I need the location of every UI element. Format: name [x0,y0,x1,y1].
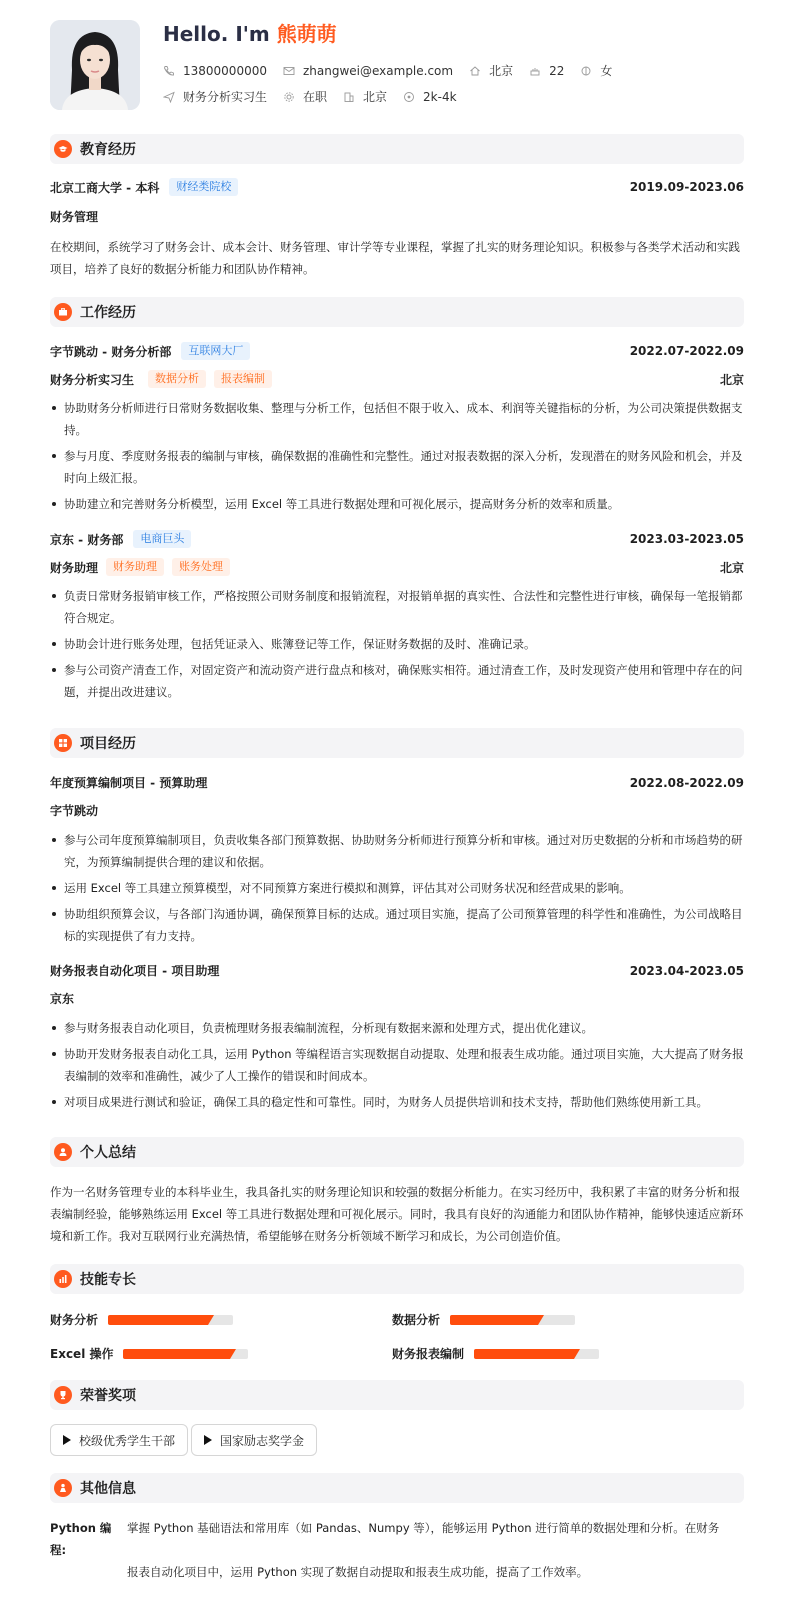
other-info-text-line1: 掌握 Python 基础语法和常用库（如 Pandas、Numpy 等），能够运用 Python 进行简单的数据处理和分析。在财务 [127,1521,720,1535]
email-info [283,64,453,78]
list-item: 协助财务分析师进行日常财务数据收集、整理与分析工作，包括但不限于收入、成本、利润等关键指标的分析，为公司决策提供数据支持。 [50,397,744,441]
project-name: 财务报表自动化项目 - 项目助理 [50,964,220,978]
section-header [50,1380,744,1410]
mail-icon [283,65,295,77]
section-title: 荣誉奖项 [80,1388,136,1404]
phone-text: 13800000000 [183,63,267,78]
chart-bar-icon [54,1270,72,1288]
honor-label: 国家励志奖学金 [220,1433,305,1448]
status-info [283,88,327,105]
section-title: 教育经历 [80,142,136,158]
skill-item [392,1311,575,1328]
skill-item [50,1311,233,1328]
section-title: 工作经历 [80,305,136,321]
major: 财务管理 [50,210,99,224]
education-description: 在校期间，系统学习了财务会计、成本会计、财务管理、审计学等专业课程，掌握了扎实的财务理论知识。积极参与各类学术活动和实践项目，培养了良好的数据分析能力和团队协作精神。 [50,240,740,276]
list-item: 负责日常财务报销审核工作，严格按照公司财务制度和报销流程，对报销单据的真实性、合法性和完整性进行审核，确保每一笔报销都符合规定。 [50,585,744,629]
major-row [50,208,744,225]
avatar [50,20,140,110]
cake-icon [529,65,541,77]
skill-name: Excel 操作 [50,1347,114,1361]
gear-icon [283,91,295,103]
job-role: 财务助理 [50,560,99,575]
city-info [469,62,513,79]
user-icon [54,1143,72,1161]
list-item: 参与财务报表自动化项目，负责梳理财务报表编制流程，分析现有数据来源和处理方式，提出优化建议。 [50,1017,744,1039]
other-info-text-line2: 报表自动化项目中，运用 Python 实现了数据自动提取和报表生成功能，提高了工作效率。 [127,1565,589,1579]
project-header [50,962,744,979]
skill-level-fill [450,1315,538,1325]
list-item: 参与月度、季度财务报表的编制与审核，确保数据的准确性和完整性。通过对报表数据的深入分析，发现潜在的财务风险和机会，并及时向上级汇报。 [50,445,744,489]
list-item: 协助组织预算会议，与各部门沟通协调，确保预算目标的达成。通过项目实施，提高了公司预算管理的科学性和准确性，为公司战略目标的实现提供了有力支持。 [50,903,744,947]
building-icon [343,91,355,103]
project-name: 年度预算编制项目 - 预算助理 [50,776,208,790]
position-info [163,88,267,105]
job-location: 北京 [719,560,744,575]
project-org-row [50,990,744,1007]
project-date: 2022.08-2022.09 [629,775,744,790]
skill-item [50,1345,248,1362]
project-bullets [50,1017,744,1117]
education-section [50,134,744,276]
contact-row [163,62,628,79]
skill-item [392,1345,599,1362]
skills-section [50,1264,744,1361]
section-header [50,297,744,327]
summary-text: 作为一名财务管理专业的本科毕业生，我具备扎实的财务理论知识和较强的数据分析能力。在实习经历中，我积累了丰富的财务分析和报表编制经验，能够熟练运用 Excel 等工具进行数据处理和可视化展示。同时，我具有良好的沟通能力和团队协作精神，能够快速适应新环境和新工作。我对互联网行业充满热情，希望能够在财务分析领域不断学习和成长，为公司创造价值。 [50,1185,744,1243]
section-header [50,1264,744,1294]
skill-level-fill [474,1349,574,1359]
job-header [50,530,744,548]
section-title: 其他信息 [80,1481,136,1497]
work-section [50,297,744,699]
coin-icon [403,91,415,103]
project-org-row [50,802,744,819]
list-item: 参与公司年度预算编制项目，负责收集各部门预算数据、协助财务分析师进行预算分析和审核。通过对历史数据的分析和市场趋势的研究，为预算编制提供合理的建议和依据。 [50,829,744,873]
other-section [50,1473,744,1579]
briefcase-icon [54,303,72,321]
candidate-name: 熊萌萌 [276,22,337,46]
honor-label: 校级优秀学生干部 [79,1433,176,1448]
resume-header [50,20,744,112]
trophy-icon [54,1386,72,1404]
honor-item [50,1424,188,1456]
job-bullets [50,585,744,707]
skill-tag: 账务处理 [172,558,230,576]
job-intent-row [163,88,473,105]
work-city-text: 北京 [363,90,388,104]
project-org: 字节跳动 [50,804,99,818]
age-info [529,64,564,78]
job-date: 2023.03-2023.05 [629,532,744,546]
other-info-item [50,1517,744,1583]
skill-tag: 数据分析 [148,370,206,388]
job-role-row [50,558,744,576]
person-info-icon [54,1479,72,1497]
project-bullets [50,829,744,951]
company-name: 字节跳动 - 财务分析部 [50,344,172,359]
city-text: 北京 [489,64,514,78]
graduation-cap-icon [54,140,72,158]
job-location: 北京 [719,372,744,387]
job-role: 财务分析实习生 [50,372,135,387]
project-header [50,774,744,791]
job-header [50,342,744,360]
skill-tag: 报表编制 [214,370,272,388]
gender-icon [580,65,592,77]
list-item: 参与公司资产清查工作，对固定资产和流动资产进行盘点和核对，确保账实相符。通过清查工作，及时发现资产使用和管理中存在的问题，并提出改进建议。 [50,659,744,703]
skill-level-bar [123,1349,248,1359]
age-text: 22 [549,63,565,78]
section-header [50,1137,744,1167]
job-date: 2022.07-2022.09 [629,344,744,358]
section-header [50,728,744,758]
section-title: 项目经历 [80,736,136,752]
section-title: 技能专长 [80,1272,136,1288]
honor-item [191,1424,317,1456]
gender-info [580,62,612,79]
project-date: 2023.04-2023.05 [629,963,744,978]
greeting-text: Hello. I'm [163,22,270,46]
avatar-portrait-image [50,20,140,110]
education-row [50,178,744,196]
project-org: 京东 [50,992,75,1006]
send-icon [163,91,175,103]
list-item: 对项目成果进行测试和验证，确保工具的稳定性和可靠性。同时，为财务人员提供培训和技术支持，帮助他们熟练使用新工具。 [50,1091,744,1113]
section-title: 个人总结 [80,1145,136,1161]
skill-name: 财务报表编制 [392,1347,465,1361]
company-name: 京东 - 财务部 [50,532,124,547]
list-item: 协助会计进行账务处理，包括凭证录入、账簿登记等工作，保证财务数据的及时、准确记录。 [50,633,744,655]
skill-name: 数据分析 [392,1313,441,1327]
gender-text: 女 [600,64,613,78]
company-tag: 电商巨头 [133,530,191,548]
skill-level-bar [450,1315,575,1325]
education-date: 2019.09-2023.06 [629,180,744,194]
skill-name: 财务分析 [50,1313,99,1327]
play-triangle-icon [63,1435,71,1445]
phone-info [163,64,267,78]
grid-icon [54,734,72,752]
company-tag: 互联网大厂 [181,342,250,360]
home-icon [469,65,481,77]
list-item: 协助建立和完善财务分析模型，运用 Excel 等工具进行数据处理和可视化展示，提高财务分析的效率和质量。 [50,493,744,515]
status-text: 在职 [303,90,328,104]
salary-info [403,90,457,104]
skill-tag: 财务助理 [106,558,164,576]
job-role-row [50,370,744,388]
skill-level-bar [108,1315,233,1325]
school-tag: 财经类院校 [169,178,238,196]
school-name: 北京工商大学 - 本科 [50,180,160,195]
other-info-label: Python 编程: [50,1521,112,1557]
section-header [50,134,744,164]
list-item: 协助开发财务报表自动化工具，运用 Python 等编程语言实现数据自动提取、处理和报表生成功能。通过项目实施，大大提高了财务报表编制的效率和准确性，减少了人工操作的错误和时间成本。 [50,1043,744,1087]
job-bullets [50,397,744,519]
skill-level-fill [123,1349,229,1359]
skill-level-bar [474,1349,599,1359]
work-city-info [343,88,387,105]
section-header [50,1473,744,1503]
list-item: 运用 Excel 等工具建立预算模型，对不同预算方案进行模拟和测算，评估其对公司财务状况和经营成果的影响。 [50,877,744,899]
play-triangle-icon [204,1435,212,1445]
email-text: zhangwei@example.com [302,63,454,78]
position-text: 财务分析实习生 [183,90,268,104]
phone-icon [163,65,175,77]
honors-section [50,1380,744,1448]
projects-section [50,728,744,1109]
summary-section [50,1137,744,1243]
salary-text: 2k-4k [423,89,457,104]
skill-level-fill [108,1315,208,1325]
greeting-title [163,20,337,48]
